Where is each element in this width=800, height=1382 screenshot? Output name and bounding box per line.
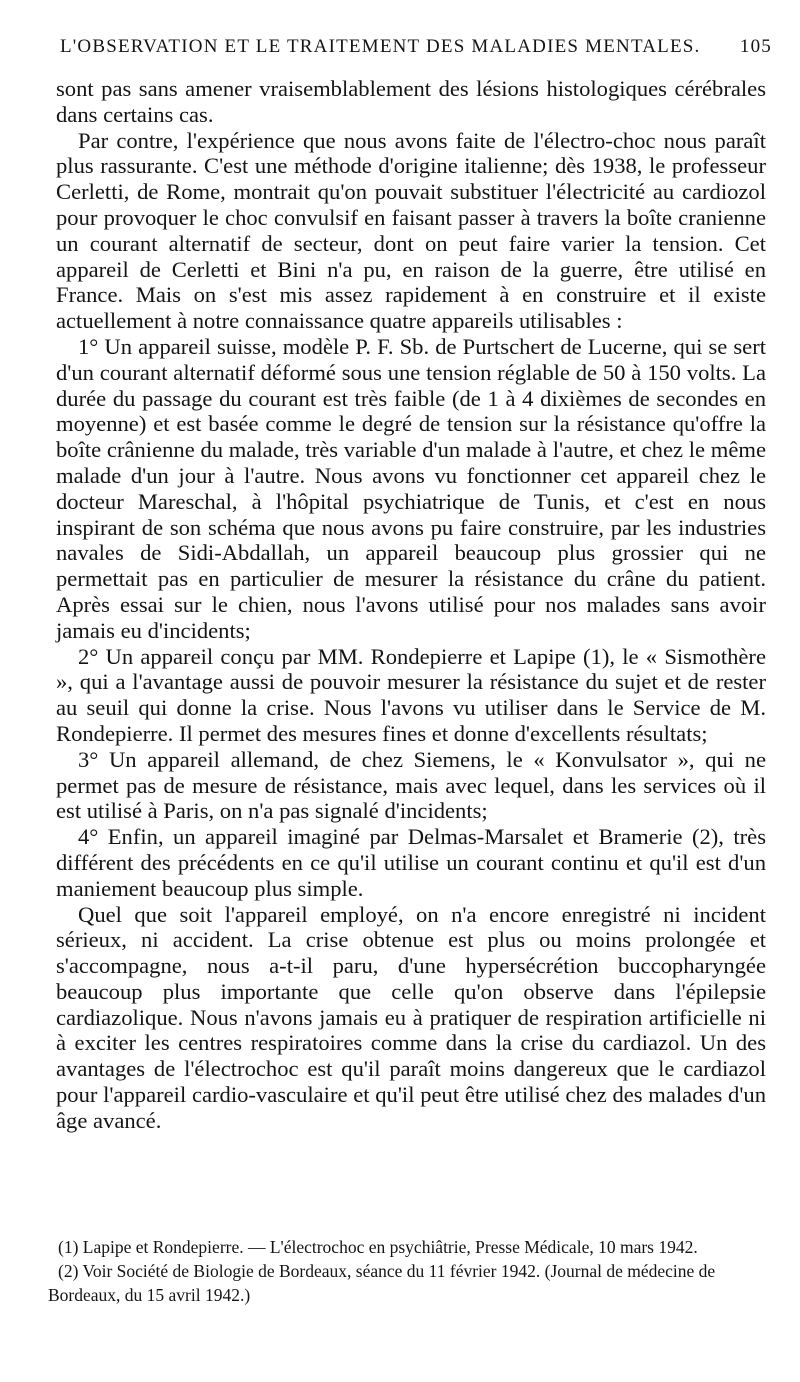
running-header bbox=[60, 36, 772, 66]
paragraph-conclusion: Quel que soit l'appareil employé, on n'a encore enregistré ni incident sérieux, ni accident. La crise obtenue est plus ou moins prolongée et s'accompagne, nous a-t-il paru, d'une hypersécrétion buccopharyngée beaucoup plus importante que celle qu'on observe dans l'épilepsie cardiazolique. Nous n'avons jamais eu à pratiquer de respiration artificielle ni à exciter les centres respiratoires comme dans la crise du cardiazol. Un des avantages de l'électrochoc est qu'il paraît moins dangereux que le cardiazol pour l'appareil cardio-vasculaire et qu'il peut être utilisé chez des malades d'un âge avancé. bbox=[56, 901, 766, 1133]
paragraph-device-konvulsator: 3° Un appareil allemand, de chez Siemens, le « Konvulsator », qui ne permet pas de mesure de résistance, mais avec lequel, dans les services où il est utilisé à Paris, on n'a pas signalé d'incidents; bbox=[56, 746, 766, 824]
paragraph-device-sismothere: 2° Un appareil conçu par MM. Rondepierre et Lapipe (1), le « Sismothère », qui a l'avantage aussi de pouvoir mesurer la résistance du sujet et de rester au seuil qui donne la crise. Nous l'avons vu utiliser dans le Service de M. Rondepierre. Il permet des mesures fines et donne d'excellents résultats; bbox=[56, 643, 766, 746]
footnotes bbox=[48, 1235, 778, 1307]
footnote-2: (2) Voir Société de Biologie de Bordeaux, séance du 11 février 1942. (Journal de médecine de Bordeaux, du 15 avril 1942.) bbox=[48, 1261, 716, 1305]
paragraph-device-delmas-marsalet: 4° Enfin, un appareil imaginé par Delmas-Marsalet et Bramerie (2), très différent des précédents en ce qu'il utilise un courant continu et qu'il est d'un maniement beaucoup plus simple. bbox=[56, 824, 766, 901]
footnote-1: (1) Lapipe et Rondepierre. — L'électrochoc en psychiâtrie, Presse Médicale, 10 mars 1942. bbox=[58, 1237, 698, 1257]
paragraph-continuation: sont pas sans amener vraisemblablement des lésions histologiques cérébrales dans certains cas. bbox=[56, 76, 766, 127]
paragraph-electroshock-intro: Par contre, l'expérience que nous avons faite de l'électro-choc nous paraît plus rassurante. C'est une méthode d'origine italienne; dès 1938, le professeur Cerletti, de Rome, montrait qu'on pouvait substituer l'électricité au cardiozol pour provoquer le choc convulsif en faisant passer à travers la boîte cranienne un courant alternatif de secteur, dont on peut faire varier la tension. Cet appareil de Cerletti et Bini n'a pu, en raison de la guerre, être utilisé en France. Mais on s'est mis assez rapidement à en construire et il existe actuellement à notre connaissance quatre appareils utilisables : bbox=[56, 127, 766, 334]
paragraph-device-swiss: 1° Un appareil suisse, modèle P. F. Sb. de Purtschert de Lucerne, qui se sert d'un courant alternatif déformé sous une tension réglable de 50 à 150 volts. La durée du passage du courant est très faible (de 1 à 4 dixièmes de secondes en moyenne) et est basée comme le degré de tension sur la résistance qu'offre la boîte crânienne du malade, très variable d'un malade à l'autre, et chez le même malade d'un jour à l'autre. Nous avons vu fonctionner cet appareil chez le docteur Mareschal, à l'hôpital psychiatrique de Tunis, et c'est en nous inspirant de son schéma que nous avons pu faire construire, par les industries navales de Sidi-Abdallah, un appareil beaucoup plus grossier qui ne permettait pas en particulier de mesurer la résistance du crâne du patient. Après essai sur le chien, nous l'avons utilisé pour nos malades sans avoir jamais eu d'incidents; bbox=[56, 333, 766, 643]
page-number: 105 bbox=[739, 36, 772, 57]
body-text bbox=[56, 76, 766, 1134]
running-title: L'OBSERVATION ET LE TRAITEMENT DES MALADIES MENTALES. bbox=[60, 36, 701, 57]
